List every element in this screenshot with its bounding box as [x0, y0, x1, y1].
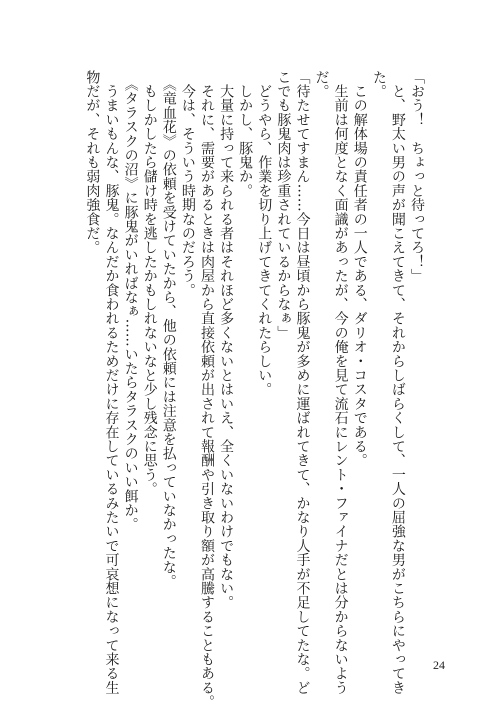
text-line: 大量に持って来られる者はそれほど多くないとはいえ、全くいないわけでもない。	[218, 70, 235, 610]
text-line: しかし、豚鬼か。	[237, 70, 254, 198]
text-line: だ。	[313, 70, 330, 99]
text-line: それに、需要があるときは肉屋から直接依頼が出されて報酬や引き取り額が高騰することもある。	[198, 70, 215, 709]
text-line: こでも豚鬼肉は珍重されているからなぁ」	[275, 70, 292, 340]
text-line: 生前は何度となく面識があったが、今の俺を見て流石にレント・ファイナだとは分からないよう	[332, 70, 349, 695]
text-line: と、野太い男の声が聞こえてきて、それからしばらくして、一人の屈強な男がこちらにやってき	[389, 70, 406, 695]
text-line: どうやら、作業を切り上げてきてくれたらしい。	[256, 70, 273, 397]
text-line: この解体場の責任者の一人である、ダリオ・コスタである。	[351, 70, 368, 468]
text-line: 物だが、それも弱肉強食だ。	[84, 70, 101, 255]
text-line: 「待たせてすまん……今日は昼頃から豚鬼が多めに運ばれてきて、かなり人手が不足してたな。ど	[294, 70, 311, 695]
text-line: 今は、そういう時期なのだろう。	[179, 70, 196, 298]
text-line: うまいもんな、豚鬼。なんだか食われるためだけに存在しているみたいで可哀想になって来る生	[103, 70, 120, 695]
page-number: 24	[433, 658, 445, 672]
text-line: 「おう！ ちょっと待ってろ！」	[409, 70, 425, 283]
text-line: た。	[370, 70, 387, 99]
text-line: 《タラスクの沼》に豚鬼がいればなぁ……いたらタラスクのいい餌か。	[122, 70, 139, 532]
vertical-text-body	[82, 70, 426, 709]
text-line: もしかしたら儲け時を逃したかもしれないなと少し残念に思う。	[141, 70, 158, 496]
text-line: 《竜血花》の依頼を受けていたから、他の依頼には注意を払っていなかったな。	[160, 70, 177, 589]
